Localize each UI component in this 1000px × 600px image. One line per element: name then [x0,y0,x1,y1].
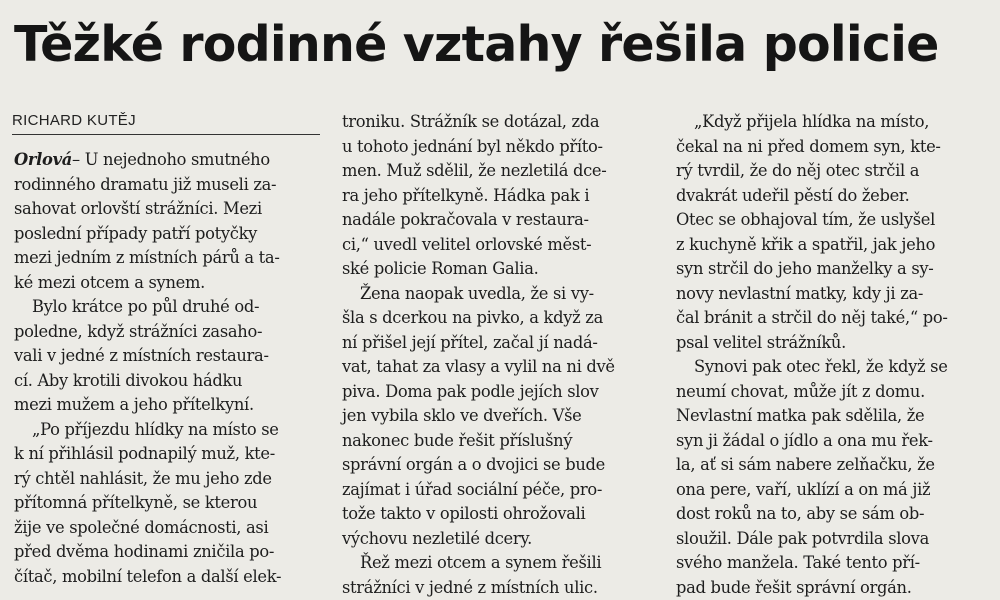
text-line: cí. Aby krotili divokou hádku [14,369,324,394]
text-line: rodinného dramatu již museli za- [14,173,324,198]
text-line: správní orgán a o dvojici se bude [342,453,658,478]
article-column-2 [342,110,658,600]
text-line: čal bránit a strčil do něj také,“ po- [676,306,994,331]
text-line: mezi mužem a jeho přítelkyní. [14,393,324,418]
text-line [14,148,324,173]
text-line: nadále pokračovala v restaura- [342,208,658,233]
text-line: ci,“ uvedl velitel orlovské měst- [342,233,658,258]
text-line: la, ať si sám nabere zelňačku, že [676,453,994,478]
text-line: jen vybila sklo ve dveřích. Vše [342,404,658,429]
text-line: u tohoto jednání byl někdo příto- [342,135,658,160]
text-line: psal velitel strážníků. [676,331,994,356]
text-line: Řež mezi otcem a synem řešili [342,551,658,576]
text-line: men. Muž sdělil, že nezletilá dce- [342,159,658,184]
text-line: poslední případy patří potyčky [14,222,324,247]
text-line: syn strčil do jeho manželky a sy- [676,257,994,282]
text-line: strážníci v jedné z místních ulic. [342,576,658,600]
text-line: sloužil. Dále pak potvrdila slova [676,527,994,552]
text-line: dvakrát udeřil pěstí do žeber. [676,184,994,209]
text-line: poledne, když strážníci zasaho- [14,320,324,345]
text-line: z kuchyně křik a spatřil, jak jeho [676,233,994,258]
text-line: ké mezi otcem a synem. [14,271,324,296]
text-line: piva. Doma pak podle jejích slov [342,380,658,405]
text-line: ské policie Roman Galia. [342,257,658,282]
text-line: žije ve společné domácnosti, asi [14,516,324,541]
text-line: „Po příjezdu hlídky na místo se [14,418,324,443]
headline: Těžké rodinné vztahy řešila policie [14,6,939,84]
text-line: novy nevlastní matky, kdy ji za- [676,282,994,307]
text-line: dost roků na to, aby se sám ob- [676,502,994,527]
text-line: přítomná přítelkyně, se kterou [14,491,324,516]
byline-divider [12,134,320,135]
text-line: výchovu nezletilé dcery. [342,527,658,552]
text-line: mezi jedním z místních párů a ta- [14,246,324,271]
text-line: neumí chovat, může jít z domu. [676,380,994,405]
text-line: „Když přijela hlídka na místo, [676,110,994,135]
text-line: vali v jedné z místních restaura- [14,344,324,369]
dateline: Orlová [14,150,72,169]
text-line: syn ji žádal o jídlo a ona mu řek- [676,429,994,454]
text-line: sahovat orlovští strážníci. Mezi [14,197,324,222]
text-line: šla s dcerkou na pivko, a když za [342,306,658,331]
article-column-3 [676,110,994,600]
text-line: tože takto v opilosti ohrožovali [342,502,658,527]
text-line: pad bude řešit správní orgán. [676,576,994,600]
text-line: Bylo krátce po půl druhé od- [14,295,324,320]
text-line: Žena naopak uvedla, že si vy- [342,282,658,307]
text-line: ní přišel její přítel, začal jí nadá- [342,331,658,356]
text-line: Synovi pak otec řekl, že když se [676,355,994,380]
text-line: před dvěma hodinami zničila po- [14,540,324,565]
text-line: ra jeho přítelkyně. Hádka pak i [342,184,658,209]
text-line: zajímat i úřad sociální péče, pro- [342,478,658,503]
text-line: rý chtěl nahlásit, že mu jeho zde [14,467,324,492]
text-line-content: – U nejednoho smutného [72,150,270,169]
text-line: vat, tahat za vlasy a vylil na ni dvě [342,355,658,380]
text-line: nakonec bude řešit příslušný [342,429,658,454]
author-byline: RICHARD KUTĚJ [12,112,136,129]
text-line: k ní přihlásil podnapilý muž, kte- [14,442,324,467]
text-line: rý tvrdil, že do něj otec strčil a [676,159,994,184]
text-line: čítač, mobilní telefon a další elek- [14,565,324,590]
text-line: ona pere, vaří, uklízí a on má již [676,478,994,503]
text-line: čekal na ni před domem syn, kte- [676,135,994,160]
text-line: troniku. Strážník se dotázal, zda [342,110,658,135]
article-column-1 [14,148,324,589]
text-line: svého manžela. Také tento pří- [676,551,994,576]
text-line: Otec se obhajoval tím, že uslyšel [676,208,994,233]
text-line: Nevlastní matka pak sdělila, že [676,404,994,429]
